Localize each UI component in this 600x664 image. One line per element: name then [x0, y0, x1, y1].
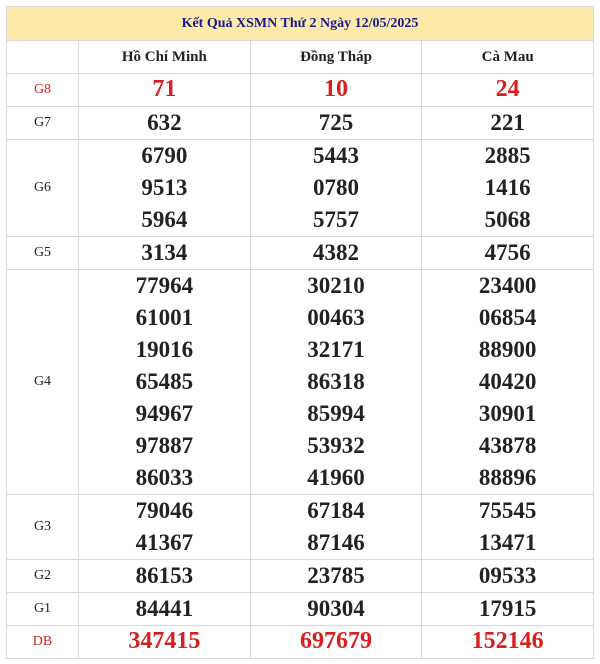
prize-number: 86318 — [307, 369, 365, 394]
prize-row-g5 — [7, 237, 594, 270]
prize-number: 84441 — [135, 596, 194, 621]
prize-number: 65485 — [135, 369, 194, 394]
prize-cell — [422, 560, 594, 593]
prize-cell — [250, 626, 422, 659]
prize-number: 79046 — [135, 498, 194, 523]
prize-number: 77964 — [135, 273, 194, 298]
prize-cell — [250, 593, 422, 626]
prize-number: 17915 — [478, 596, 537, 621]
prize-cell — [250, 495, 422, 560]
prize-number: 86153 — [135, 563, 194, 588]
prize-cell — [79, 560, 251, 593]
prize-number: 725 — [318, 110, 354, 135]
province-header-hcm: Hồ Chí Minh — [79, 41, 251, 74]
prize-cell — [79, 237, 251, 270]
prize-number: 30210 — [307, 273, 365, 298]
prize-cell — [250, 560, 422, 593]
prize-number: 5964 — [141, 207, 188, 232]
prize-number: 13471 — [478, 530, 537, 555]
prize-label: G5 — [7, 237, 79, 270]
prize-label: G1 — [7, 593, 79, 626]
prize-row-g3 — [7, 495, 594, 560]
prize-cell — [250, 270, 422, 495]
prize-number: 152146 — [471, 628, 544, 654]
prize-label: G2 — [7, 560, 79, 593]
prize-row-g7 — [7, 107, 594, 140]
prize-cell — [422, 140, 594, 237]
prize-number: 86033 — [135, 465, 194, 490]
prize-cell — [250, 140, 422, 237]
prize-label: G8 — [7, 74, 79, 107]
prize-number: 23400 — [478, 273, 537, 298]
results-table-container — [6, 6, 594, 659]
prize-number: 88896 — [478, 465, 537, 490]
province-header-dong-thap: Đồng Tháp — [250, 41, 422, 74]
prize-number: 6790 — [141, 143, 188, 168]
prize-number: 5068 — [484, 207, 531, 232]
prize-number: 23785 — [307, 563, 365, 588]
prize-number: 40420 — [478, 369, 537, 394]
prize-number: 2885 — [484, 143, 531, 168]
prize-number: 75545 — [478, 498, 537, 523]
prize-number: 3134 — [141, 240, 188, 265]
prize-number: 30901 — [478, 401, 537, 426]
prize-number: 00463 — [307, 305, 365, 330]
prize-cell — [422, 237, 594, 270]
prize-number: 53932 — [307, 433, 365, 458]
prize-number: 87146 — [307, 530, 365, 555]
prize-number: 5757 — [312, 207, 359, 232]
prize-row-g1 — [7, 593, 594, 626]
prize-cell — [79, 74, 251, 107]
prize-number: 41960 — [307, 465, 365, 490]
prize-cell — [79, 495, 251, 560]
prize-label: G3 — [7, 495, 79, 560]
prize-number: 85994 — [307, 401, 365, 426]
prize-number: 697679 — [299, 628, 372, 654]
prize-cell — [250, 237, 422, 270]
prize-number: 10 — [323, 76, 348, 102]
prize-label: G6 — [7, 140, 79, 237]
prize-number: 9513 — [141, 175, 188, 200]
prize-rows — [7, 74, 594, 659]
corner-cell — [7, 41, 79, 74]
prize-number: 06854 — [478, 305, 537, 330]
prize-cell — [79, 107, 251, 140]
prize-number: 97887 — [135, 433, 194, 458]
prize-number: 43878 — [478, 433, 537, 458]
prize-number: 4756 — [484, 240, 531, 265]
prize-number: 61001 — [135, 305, 194, 330]
prize-cell — [422, 107, 594, 140]
prize-number: 67184 — [307, 498, 365, 523]
prize-number: 24 — [495, 76, 520, 102]
prize-cell — [422, 495, 594, 560]
prize-cell — [250, 74, 422, 107]
prize-number: 94967 — [135, 401, 194, 426]
prize-number: 88900 — [478, 337, 537, 362]
prize-number: 19016 — [135, 337, 194, 362]
prize-cell — [422, 626, 594, 659]
prize-number: 0780 — [312, 175, 359, 200]
prize-number: 632 — [147, 110, 182, 135]
prize-cell — [422, 74, 594, 107]
prize-label: G7 — [7, 107, 79, 140]
prize-number: 09533 — [478, 563, 537, 588]
prize-label: G4 — [7, 270, 79, 495]
prize-number: 90304 — [307, 596, 365, 621]
prize-row-g4 — [7, 270, 594, 495]
province-header-ca-mau: Cà Mau — [422, 41, 594, 74]
prize-row-g8 — [7, 74, 594, 107]
prize-number: 347415 — [128, 628, 201, 654]
table-title: Kết Quả XSMN Thứ 2 Ngày 12/05/2025 — [7, 7, 594, 41]
prize-cell — [422, 270, 594, 495]
prize-cell — [250, 107, 422, 140]
prize-cell — [422, 593, 594, 626]
prize-number: 32171 — [307, 337, 365, 362]
lottery-results-table — [6, 6, 594, 659]
prize-number: 221 — [490, 110, 525, 135]
prize-number: 41367 — [135, 530, 194, 555]
prize-cell — [79, 270, 251, 495]
prize-row-g6 — [7, 140, 594, 237]
prize-number: 5443 — [312, 143, 359, 168]
prize-label: DB — [7, 626, 79, 659]
prize-number: 1416 — [484, 175, 531, 200]
prize-number: 4382 — [312, 240, 359, 265]
prize-number: 71 — [152, 76, 177, 102]
prize-cell — [79, 626, 251, 659]
prize-cell — [79, 593, 251, 626]
prize-cell — [79, 140, 251, 237]
prize-row-g2 — [7, 560, 594, 593]
prize-row-db — [7, 626, 594, 659]
